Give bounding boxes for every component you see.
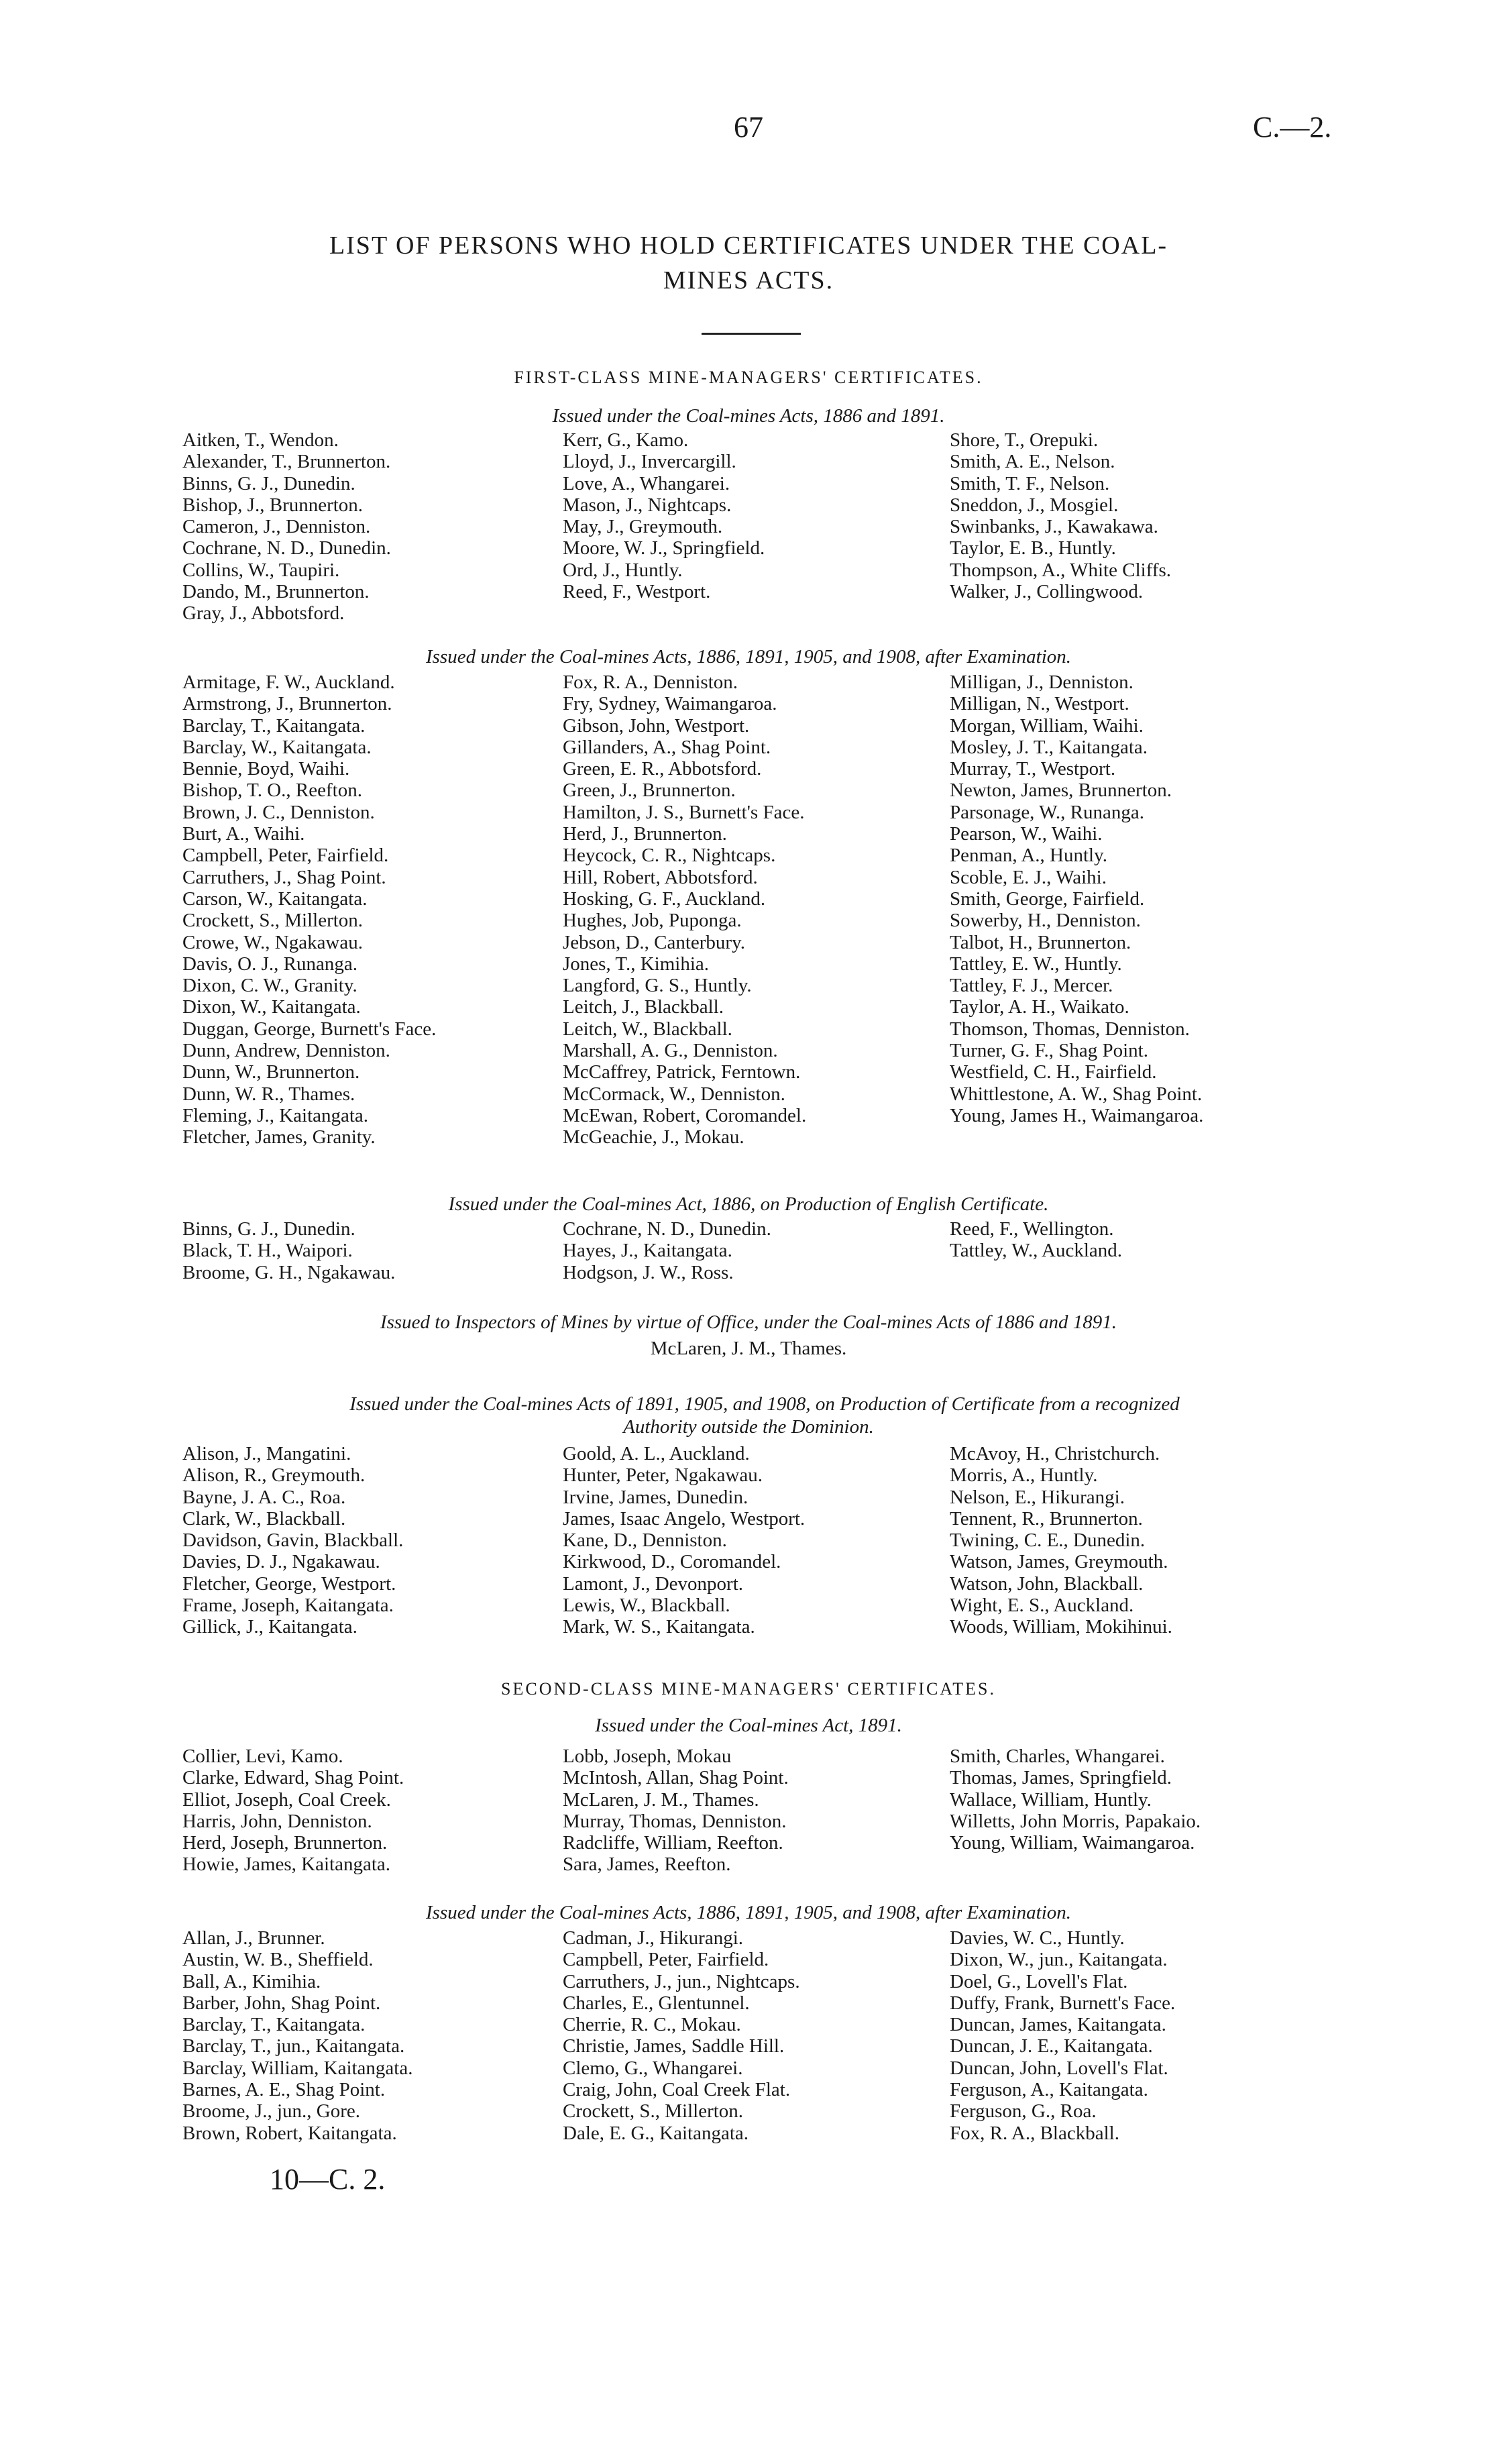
list-item: Clarke, Edward, Shag Point. [182,1767,404,1789]
list-item: Ferguson, G., Roa. [950,2100,1097,2123]
list-item: Milligan, N., Westport. [950,693,1129,715]
list-item: Elliot, Joseph, Coal Creek. [182,1788,391,1811]
list-item: McIntosh, Allan, Shag Point. [563,1767,789,1789]
list-item: Fletcher, George, Westport. [182,1572,396,1595]
list-item: McLaren, J. M., Thames. [563,1788,759,1811]
list-item: Watson, James, Greymouth. [950,1551,1168,1573]
name-column-1 [182,1746,404,1876]
list-item: Hill, Robert, Abbotsford. [563,866,758,888]
list-item: Twining, C. E., Dunedin. [950,1530,1146,1552]
document-reference: C.—2. [1253,111,1332,144]
subsection-heading: Issued under the Coal-mines Act, 1891. [595,1715,902,1736]
name-column-1 [182,429,391,625]
list-item: Gray, J., Abbotsford. [182,602,345,625]
list-item: Barclay, T., Kaitangata. [182,714,366,737]
subsection-heading: Issued under the Coal-mines Act, 1886, on Production of English Certificate. [448,1193,1049,1215]
page-number: 67 [734,111,763,144]
list-item: Duncan, James, Kaitangata. [950,2014,1166,2036]
list-item: Cherrie, R. C., Mokau. [563,2014,741,2036]
list-item: Brown, J. C., Denniston. [182,801,375,823]
list-item: Smith, T. F., Nelson. [950,472,1110,494]
list-item: Dunn, W. R., Thames. [182,1083,355,1105]
list-item: Morris, A., Huntly. [950,1464,1098,1487]
list-item: Broome, J., jun., Gore. [182,2100,360,2123]
list-item: Duncan, John, Lovell's Flat. [950,2057,1168,2079]
list-item: Carson, W., Kaitangata. [182,888,368,910]
list-item: Hodgson, J. W., Ross. [563,1261,734,1283]
name-column-1 [182,1443,403,1638]
list-item: Sara, James, Reefton. [563,1854,731,1876]
list-item: Ferguson, A., Kaitangata. [950,2079,1148,2101]
list-item: Clark, W., Blackball. [182,1507,346,1530]
section-heading-first-class: FIRST-CLASS MINE-MANAGERS' CERTIFICATES. [514,368,983,387]
name-column-3 [950,1443,1172,1638]
list-item: Lloyd, J., Invercargill. [563,451,736,473]
list-item: Gillanders, A., Shag Point. [563,736,771,758]
name-column-1 [182,672,436,1148]
list-item: Newton, James, Brunnerton. [950,780,1172,802]
inspector-name: McLaren, J. M., Thames. [650,1338,847,1359]
list-item: Tattley, E. W., Huntly. [950,953,1122,975]
list-item: Scoble, E. J., Waihi. [950,866,1107,888]
list-item: Smith, Charles, Whangarei. [950,1746,1165,1767]
list-item: Barclay, T., jun., Kaitangata. [182,2035,405,2057]
list-item: Wallace, William, Huntly. [950,1788,1152,1811]
list-item: Dando, M., Brunnerton. [182,581,370,603]
list-item: Sneddon, J., Mosgiel. [950,494,1119,516]
list-item: Kirkwood, D., Coromandel. [563,1551,781,1573]
list-item: Doel, G., Lovell's Flat. [950,1970,1128,1992]
list-item: Marshall, A. G., Denniston. [563,1040,778,1062]
list-item: Hamilton, J. S., Burnett's Face. [563,801,805,823]
page-footer: 10—C. 2. [270,2163,386,2196]
list-item: Black, T. H., Waipori. [182,1240,353,1262]
list-item: Frame, Joseph, Kaitangata. [182,1595,394,1617]
name-column-3 [950,672,1203,1126]
list-item: Binns, G. J., Dunedin. [182,1218,355,1240]
list-item: Nelson, E., Hikurangi. [950,1486,1125,1508]
list-item: Carruthers, J., jun., Nightcaps. [563,1970,800,1992]
list-item: Dixon, W., jun., Kaitangata. [950,1949,1168,1971]
list-item: Thompson, A., White Cliffs. [950,559,1172,581]
list-item: Penman, A., Huntly. [950,845,1107,867]
list-item: Turner, G. F., Shag Point. [950,1040,1148,1062]
list-item: Taylor, A. H., Waikato. [950,996,1129,1018]
name-column-1 [182,1218,395,1283]
list-item: Woods, William, Mokihinui. [950,1616,1172,1638]
list-item: McAvoy, H., Christchurch. [950,1443,1160,1464]
list-item: Gibson, John, Westport. [563,714,750,737]
list-item: Watson, John, Blackball. [950,1572,1144,1595]
list-item: Willetts, John Morris, Papakaio. [950,1810,1201,1832]
name-column-3 [950,429,1171,602]
list-item: Heycock, C. R., Nightcaps. [563,845,776,867]
name-column-2 [563,1746,789,1876]
list-item: Herd, Joseph, Brunnerton. [182,1832,388,1854]
list-item: May, J., Greymouth. [563,516,723,538]
list-item: Wight, E. S., Auckland. [950,1595,1134,1617]
subsection-heading: Issued under the Coal-mines Acts, 1886 and 1891. [552,405,945,427]
list-item: Austin, W. B., Sheffield. [182,1949,374,1971]
list-item: Hosking, G. F., Auckland. [563,888,766,910]
list-item: Fox, R. A., Blackball. [950,2122,1119,2144]
list-item: Fox, R. A., Denniston. [563,672,738,693]
list-item: Herd, J., Brunnerton. [563,823,727,845]
list-item: Duffy, Frank, Burnett's Face. [950,1992,1176,2014]
list-item: Tattley, F. J., Mercer. [950,975,1113,997]
list-item: Green, J., Brunnerton. [563,780,736,802]
list-item: Fry, Sydney, Waimangaroa. [563,693,777,715]
list-item: Bayne, J. A. C., Roa. [182,1486,346,1508]
list-item: Lewis, W., Blackball. [563,1595,730,1617]
subsection-heading-continued: Authority outside the Dominion. [623,1416,874,1438]
list-item: Young, William, Waimangaroa. [950,1832,1195,1854]
page-title-line-2: MINES ACTS. [663,266,834,294]
list-item: Young, James H., Waimangaroa. [950,1104,1204,1126]
list-item: Hughes, Job, Puponga. [563,910,742,932]
list-item: Dunn, Andrew, Denniston. [182,1040,390,1062]
list-item: Irvine, James, Dunedin. [563,1486,748,1508]
list-item: Armstrong, J., Brunnerton. [182,693,392,715]
page-title-line-1: LIST OF PERSONS WHO HOLD CERTIFICATES UNDER THE COAL- [329,231,1168,260]
list-item: Binns, G. J., Dunedin. [182,472,355,494]
list-item: Barclay, W., Kaitangata. [182,736,372,758]
name-column-2 [563,1218,771,1283]
list-item: McCormack, W., Denniston. [563,1083,785,1105]
list-item: Davies, W. C., Huntly. [950,1927,1125,1949]
list-item: Westfield, C. H., Fairfield. [950,1061,1157,1083]
list-item: Jones, T., Kimihia. [563,953,710,975]
list-item: Charles, E., Glentunnel. [563,1992,750,2014]
list-item: Alison, J., Mangatini. [182,1443,351,1464]
list-item: Allan, J., Brunner. [182,1927,325,1949]
list-item: Brown, Robert, Kaitangata. [182,2122,397,2144]
list-item: Dixon, C. W., Granity. [182,975,357,997]
subsection-heading: Issued to Inspectors of Mines by virtue of Office, under the Coal-mines Acts of 1886 and 1891. [380,1311,1117,1333]
list-item: Davies, D. J., Ngakawau. [182,1551,380,1573]
list-item: Clemo, G., Whangarei. [563,2057,743,2079]
list-item: Shore, T., Orepuki. [950,429,1099,451]
section-heading-second-class: SECOND-CLASS MINE-MANAGERS' CERTIFICATES. [501,1679,996,1699]
list-item: Sowerby, H., Denniston. [950,910,1141,932]
list-item: Reed, F., Wellington. [950,1218,1114,1240]
list-item: Burt, A., Waihi. [182,823,305,845]
list-item: Bennie, Boyd, Waihi. [182,758,350,780]
list-item: Alison, R., Greymouth. [182,1464,366,1487]
list-item: Barclay, William, Kaitangata. [182,2057,413,2079]
list-item: Kane, D., Denniston. [563,1530,727,1552]
list-item: Whittlestone, A. W., Shag Point. [950,1083,1203,1105]
list-item: Leitch, J., Blackball. [563,996,724,1018]
list-item: Christie, James, Saddle Hill. [563,2035,785,2057]
subsection-heading: Issued under the Coal-mines Acts, 1886, 1891, 1905, and 1908, after Examination. [425,646,1072,667]
list-item: Crockett, S., Millerton. [563,2100,744,2123]
list-item: Dixon, W., Kaitangata. [182,996,361,1018]
list-item: Langford, G. S., Huntly. [563,975,752,997]
list-item: Parsonage, W., Runanga. [950,801,1144,823]
list-item: Moore, W. J., Springfield. [563,537,765,559]
list-item: Smith, A. E., Nelson. [950,451,1115,473]
list-item: Mason, J., Nightcaps. [563,494,732,516]
list-item: Howie, James, Kaitangata. [182,1854,391,1876]
list-item: Davis, O. J., Runanga. [182,953,357,975]
list-item: Cochrane, N. D., Dunedin. [563,1218,771,1240]
list-item: Reed, F., Westport. [563,581,711,603]
list-item: Radcliffe, William, Reefton. [563,1832,783,1854]
list-item: James, Isaac Angelo, Westport. [563,1507,806,1530]
list-item: Crockett, S., Millerton. [182,910,364,932]
list-item: Leitch, W., Blackball. [563,1018,732,1040]
list-item: Jebson, D., Canterbury. [563,931,745,953]
list-item: Barclay, T., Kaitangata. [182,2014,366,2036]
list-item: Kerr, G., Kamo. [563,429,689,451]
list-item: McCaffrey, Patrick, Ferntown. [563,1061,801,1083]
list-item: Mosley, J. T., Kaitangata. [950,736,1148,758]
list-item: Davidson, Gavin, Blackball. [182,1530,404,1552]
list-item: Cochrane, N. D., Dunedin. [182,537,391,559]
name-column-2 [563,1927,800,2144]
list-item: Hayes, J., Kaitangata. [563,1240,732,1262]
list-item: Milligan, J., Denniston. [950,672,1133,693]
list-item: Ord, J., Huntly. [563,559,683,581]
name-column-2 [563,429,765,602]
list-item: Dale, E. G., Kaitangata. [563,2122,749,2144]
list-item: Fletcher, James, Granity. [182,1126,376,1148]
list-item: Barnes, A. E., Shag Point. [182,2079,386,2101]
list-item: Armitage, F. W., Auckland. [182,672,395,693]
name-column-3 [950,1218,1122,1262]
list-item: Murray, Thomas, Denniston. [563,1810,787,1832]
list-item: Fleming, J., Kaitangata. [182,1104,369,1126]
list-item: Smith, George, Fairfield. [950,888,1145,910]
list-item: Swinbanks, J., Kawakawa. [950,516,1158,538]
list-item: Talbot, H., Brunnerton. [950,931,1131,953]
name-column-2 [563,1443,805,1638]
list-item: Lobb, Joseph, Mokau [563,1746,732,1767]
list-item: Carruthers, J., Shag Point. [182,866,386,888]
list-item: Harris, John, Denniston. [182,1810,372,1832]
list-item: Alexander, T., Brunnerton. [182,451,391,473]
list-item: Bishop, T. O., Reefton. [182,780,362,802]
list-item: Broome, G. H., Ngakawau. [182,1261,396,1283]
list-item: Walker, J., Collingwood. [950,581,1144,603]
list-item: Thomson, Thomas, Denniston. [950,1018,1190,1040]
name-column-1 [182,1927,412,2144]
list-item: Dunn, W., Brunnerton. [182,1061,360,1083]
list-item: Morgan, William, Waihi. [950,714,1144,737]
list-item: Duggan, George, Burnett's Face. [182,1018,437,1040]
list-item: Barber, John, Shag Point. [182,1992,381,2014]
list-item: Crowe, W., Ngakawau. [182,931,364,953]
list-item: Pearson, W., Waihi. [950,823,1103,845]
list-item: Ball, A., Kimihia. [182,1970,321,1992]
list-item: Cadman, J., Hikurangi. [563,1927,744,1949]
list-item: McEwan, Robert, Coromandel. [563,1104,807,1126]
list-item: Goold, A. L., Auckland. [563,1443,750,1464]
list-item: Love, A., Whangarei. [563,472,730,494]
list-item: Collins, W., Taupiri. [182,559,340,581]
name-column-3 [950,1746,1201,1854]
title-rule [702,333,801,335]
list-item: Mark, W. S., Kaitangata. [563,1616,755,1638]
subsection-heading: Issued under the Coal-mines Acts, 1886, 1891, 1905, and 1908, after Examination. [425,1902,1072,1923]
list-item: Thomas, James, Springfield. [950,1767,1172,1789]
list-item: Duncan, J. E., Kaitangata. [950,2035,1153,2057]
name-column-2 [563,672,806,1148]
list-item: Campbell, Peter, Fairfield. [563,1949,769,1971]
name-column-3 [950,1927,1175,2144]
subsection-heading: Issued under the Coal-mines Acts of 1891, 1905, and 1908, on Production of Certificate from a recognized [349,1393,1180,1415]
list-item: Aitken, T., Wendon. [182,429,339,451]
list-item: Tennent, R., Brunnerton. [950,1507,1143,1530]
list-item: Taylor, E. B., Huntly. [950,537,1116,559]
list-item: Gillick, J., Kaitangata. [182,1616,357,1638]
list-item: Tattley, W., Auckland. [950,1240,1123,1262]
list-item: Green, E. R., Abbotsford. [563,758,762,780]
list-item: Lamont, J., Devonport. [563,1572,744,1595]
list-item: Bishop, J., Brunnerton. [182,494,364,516]
list-item: McGeachie, J., Mokau. [563,1126,744,1148]
list-item: Hunter, Peter, Ngakawau. [563,1464,763,1487]
list-item: Murray, T., Westport. [950,758,1116,780]
list-item: Cameron, J., Denniston. [182,516,371,538]
list-item: Campbell, Peter, Fairfield. [182,845,389,867]
list-item: Craig, John, Coal Creek Flat. [563,2079,791,2101]
list-item: Collier, Levi, Kamo. [182,1746,343,1767]
